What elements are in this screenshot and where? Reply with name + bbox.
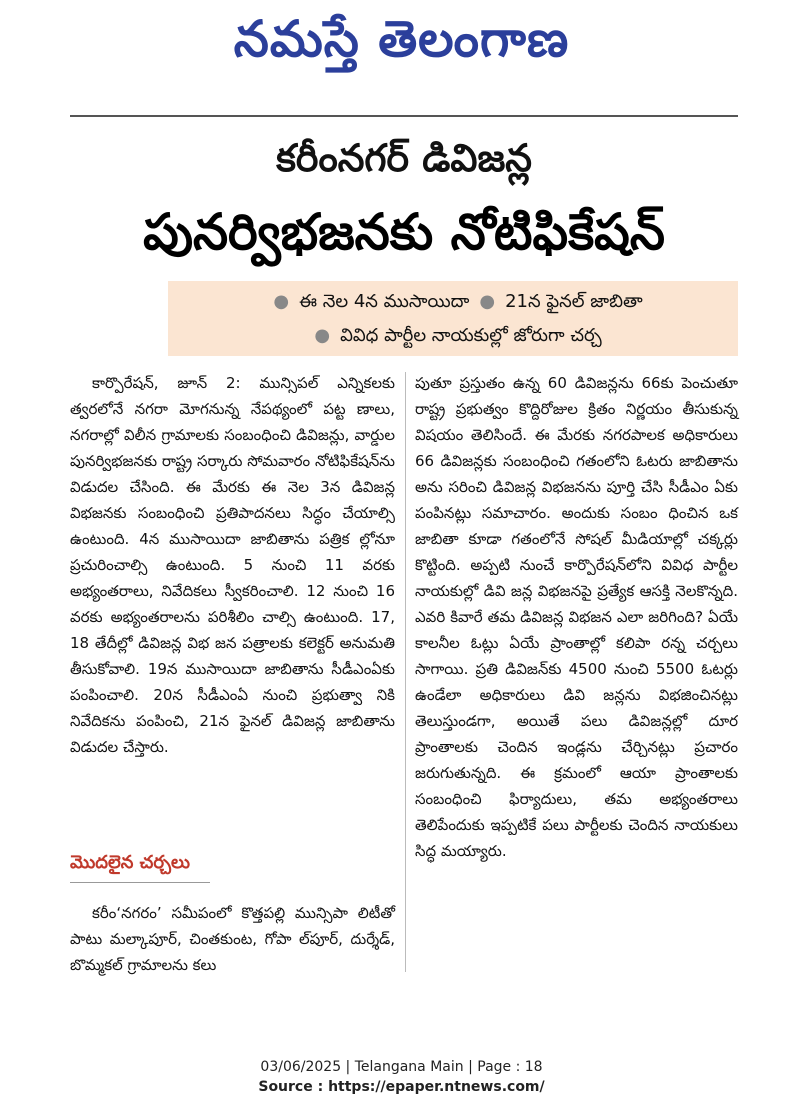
subhead-underline xyxy=(70,882,210,883)
article-column-left-continued xyxy=(70,900,395,978)
article-paragraph: పుతూ ప్రస్తుతం ఉన్న 60 డివిజన్లను 66కు పెంచుతూ రాష్ట్ర ప్రభుత్వం కొద్దిరోజుల క్రితం నిర్ణయం తీసుకున్న విషయం తెలిసిందే. ఈ మేరకు నగరపాలక అధికారులు 66 డివిజన్లకు సంబంధించి గతంలోని ఓటరు జాబితాను అను సరించి డివిజన్ల విభజనను పూర్తి చేసి సీడీఎం ఏకు పంపినట్లు సమాచారం. అందుకు సంబం ధించిన ఒక జాబితా కూడా గతంలోనే సోషల్ మీడియాల్లో చక్కర్లు కొట్టింది. అప్పటి నుంచే కార్పొరేషన్‌లోని వివిధ పార్టీల నాయకుల్లో డివి జన్ల విభజనపై ప్రత్యేక ఆసక్తి నెలకొన్నది. ఎవరి కివారే తమ డివిజన్ల విభజన ఎలా జరిగింది? ఏయే కాలనీల ఓట్లు ఏయే ప్రాంతాల్లో కలిపా రన్న చర్చలు సాగాయి. ప్రతి డివిజన్‌కు 4500 నుంచి 5500 ఓటర్లు ఉండేలా అధికారులు డివి జన్లను విభజించినట్లు తెలుస్తుండగా, అయితే పలు డివిజన్లల్లో దూర ప్రాంతాలకు చెందిన ఇండ్లను చేర్చినట్లు ప్రచారం జరుగుతున్నది. ఈ క్రమంలో ఆయా ప్రాంతాలకు సంబంధించి ఫిర్యాదులు, తమ అభ్యంతరాలు తెలిపేందుకు ఇప్పటికే పలు పార్టీలకు చెందిన నాయకులు సిద్ధ మయ్యారు. xyxy=(415,374,738,860)
article-column-left xyxy=(70,370,395,760)
article-subhead: మొదలైన చర్చలు xyxy=(70,852,190,873)
bullet-icon: ● xyxy=(273,291,290,312)
headline: పునర్విభజనకు నోటిఫికేషన్ xyxy=(143,203,665,261)
masthead-divider xyxy=(70,115,738,117)
newspaper-masthead: నమస్తే తెలంగాణ xyxy=(233,10,570,68)
bullet-icon: ● xyxy=(314,325,331,346)
article-paragraph: కరీం‘నగరం’ సమీపంలో కొత్తపల్లి మున్సిపా లిటీతో పాటు మల్కాపూర్, చింతకుంట, గోపా ల్‌పూర్, దుర్శేడ్, బొమ్మకల్ గ్రామాలను కలు xyxy=(70,904,395,974)
page-footer xyxy=(0,1057,803,1097)
footer-source-link[interactable]: Source : https://epaper.ntnews.com/ xyxy=(258,1079,545,1095)
column-divider xyxy=(405,372,406,972)
footer-date-edition: 03/06/2025 | Telangana Main | Page : 18 xyxy=(260,1059,543,1075)
headline-kicker: కరీంనగర్ డివిజన్ల xyxy=(276,136,532,180)
highlight-item: ఈ నెల 4న ముసాయిదా xyxy=(299,291,470,312)
bullet-icon: ● xyxy=(479,291,496,312)
highlight-item: వివిధ పార్టీల నాయకుల్లో జోరుగా చర్చ xyxy=(340,325,602,346)
article-paragraph: కార్పొరేషన్, జూన్ 2: మున్సిపల్ ఎన్నికలకు త్వరలోనే నగరా మోగనున్న నేపథ్యంలో పట్ట ణాలు, నగరాల్లో విలీన గ్రామాలకు సంబంధించి డివిజన్లు, వార్డుల పునర్విభజనకు రాష్ట్ర సర్కారు సోమవారం నోటిఫికేషన్‌ను విడుదల చేసింది. ఈ మేరకు ఈ నెల 3న డివిజన్ల విభజనకు సంబంధించి ప్రతిపాదనలు సిద్ధం చేయాల్సి ఉంటుంది. 4న ముసాయిదా జాబితాను పత్రిక ల్లోనూ ప్రచురించాల్సి ఉంటుంది. 5 నుంచి 11 వరకు అభ్యంతరాలు, నివేదికలు స్వీకరించాలి. 12 నుంచి 16 వరకు అభ్యంతరాలను పరిశీలిం చాల్సి ఉంటుంది. 17, 18 తేదీల్లో డివిజన్ల విభ జన పత్రాలకు కలెక్టర్ అనుమతి తీసుకోవాలి. 19న ముసాయిదా జాబితాను సీడీఎంఏకు పంపించాలి. 20న సీడీఎంఏ నుంచి ప్రభుత్వా నికి నివేదికను పంపించి, 21న ఫైనల్ డివిజన్ల జాబితాను విడుదల చేస్తారు. xyxy=(70,374,395,756)
highlights-line-1 xyxy=(168,287,738,317)
highlights-line-2 xyxy=(168,321,738,351)
highlights-box xyxy=(168,281,738,356)
highlight-item: 21న ఫైనల్ జాబితా xyxy=(505,291,643,312)
article-column-right xyxy=(415,370,738,864)
